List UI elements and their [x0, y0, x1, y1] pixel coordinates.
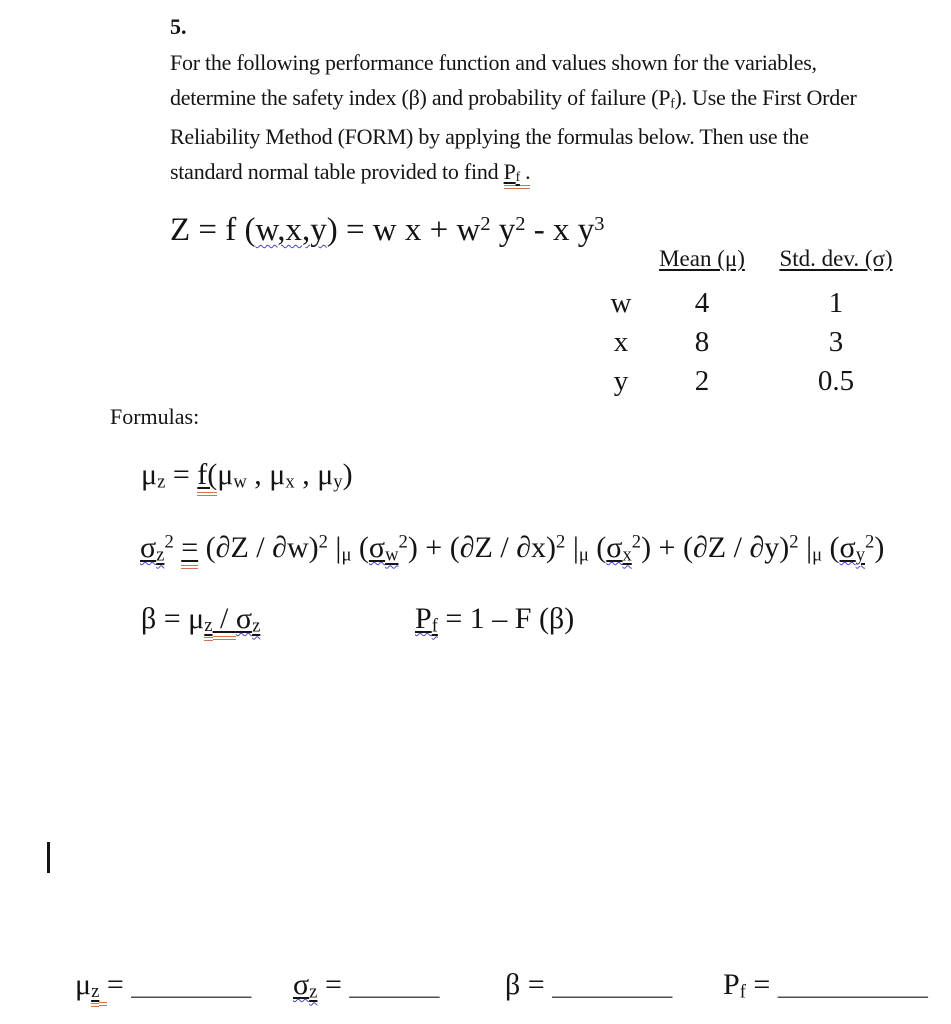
text-run — [622, 544, 631, 565]
text-run: ( — [588, 531, 607, 564]
formula-sigma-z-squared — [140, 531, 884, 566]
text-run: μ — [217, 458, 234, 491]
formula-probability-of-failure — [415, 602, 574, 637]
text-run — [252, 615, 260, 636]
text-run: , μ — [246, 458, 286, 491]
text-run: ________ — [552, 968, 673, 1001]
text-run: / — [213, 602, 236, 640]
text-run: 2 — [631, 531, 642, 553]
text-run: f — [739, 981, 746, 1003]
text-run: f — [670, 94, 675, 110]
text-run: = — [745, 968, 778, 1001]
text-run: σ — [140, 531, 157, 564]
text-run: ) + (∂Z / ∂x) — [407, 531, 557, 564]
text-run: z — [91, 981, 99, 1007]
std-dev-value: 3 — [828, 326, 844, 358]
table-header-row — [595, 246, 915, 287]
text-run: ) + (∂Z / ∂y) — [641, 531, 790, 564]
text-run — [606, 531, 622, 564]
mean-value: 8 — [694, 326, 710, 358]
col-header-std-dev: Std. dev. (σ) — [779, 246, 893, 271]
text-run — [369, 531, 385, 564]
text-run: determine the safety index (β) and probability of failure (P — [170, 84, 671, 110]
variable-name: w — [610, 287, 632, 319]
text-run: = — [165, 458, 198, 491]
text-run: β = μ — [141, 602, 205, 635]
text-run: z — [252, 615, 261, 637]
text-run: | — [327, 531, 342, 564]
variables-table — [595, 246, 915, 404]
text-run: y — [490, 212, 516, 248]
text-run — [256, 212, 327, 248]
text-run: Reliability Method (FORM) by applying the formulas below. Then use the — [170, 124, 809, 150]
text-run: ________ — [131, 968, 252, 1001]
text-run: P — [415, 602, 432, 635]
text-run: μ — [75, 968, 92, 1001]
text-run: | — [798, 531, 813, 564]
text-run: 2 — [398, 531, 408, 553]
text-run: f — [431, 615, 438, 637]
text-run: ( — [351, 531, 369, 564]
text-run — [415, 602, 432, 635]
text-run: μ — [578, 544, 589, 566]
statement-line — [170, 155, 857, 195]
text-run — [856, 544, 865, 565]
text-run: f( — [197, 458, 217, 496]
text-run: σ — [839, 531, 856, 564]
text-run: 2 — [515, 212, 526, 235]
text-run: y — [855, 544, 866, 566]
std-dev-value: 1 — [828, 287, 844, 319]
col-header-mean: Mean (μ) — [659, 246, 745, 271]
text-run: | — [565, 531, 579, 564]
text-run: (∂Z / ∂w) — [198, 531, 319, 564]
text-run: w — [385, 544, 399, 566]
text-run: = — [106, 968, 132, 1001]
text-run: ) = w x + w — [326, 212, 481, 248]
statement-line — [170, 120, 857, 155]
text-run: z — [157, 471, 166, 493]
text-run: x — [285, 471, 295, 493]
table-row — [595, 365, 915, 404]
text-run: w,x,y — [255, 212, 327, 248]
text-run: . — [520, 159, 531, 189]
text-run: = — [181, 531, 198, 569]
text-run — [236, 602, 252, 635]
text-run: μ — [141, 458, 158, 491]
performance-function-equation — [170, 212, 604, 249]
text-run: σ — [368, 531, 386, 564]
answer-blank-sigma-z[interactable] — [293, 968, 439, 1003]
text-run: - x y — [525, 212, 595, 248]
table-header-spacer — [595, 246, 647, 287]
variable-name: y — [613, 365, 629, 397]
formula-mu-z — [141, 458, 353, 493]
mean-value: 2 — [694, 365, 710, 397]
mean-value: 4 — [694, 287, 710, 319]
text-run: z — [156, 544, 165, 566]
statement-line — [170, 81, 857, 121]
text-run: 2 — [789, 531, 799, 553]
table-row — [595, 326, 915, 365]
text-run: σ — [606, 531, 623, 564]
text-run: For the following performance function and values shown for the variables, — [170, 50, 817, 75]
text-run: 2 — [318, 531, 328, 553]
text-run: σ — [235, 602, 253, 635]
text-run: ) — [342, 458, 353, 491]
text-run: σ — [293, 968, 310, 1001]
problem-number: 5. — [170, 14, 187, 39]
answer-blank-beta[interactable] — [505, 968, 672, 1002]
variable-name: x — [613, 326, 629, 358]
table-row — [595, 287, 915, 326]
text-run: β = — [505, 968, 553, 1001]
text-run: 2 — [164, 531, 174, 553]
answer-blank-pf[interactable] — [723, 968, 928, 1003]
text-run: 2 — [865, 531, 875, 553]
text-run: w — [233, 471, 247, 493]
text-run — [840, 531, 856, 564]
text-run — [140, 531, 156, 564]
statement-line — [170, 46, 857, 81]
text-run: , μ — [294, 458, 334, 491]
text-run: f — [516, 169, 520, 189]
text-run: z — [204, 615, 212, 641]
text-run: z — [309, 981, 318, 1003]
text-run: ( — [822, 531, 840, 564]
text-run: ______ — [349, 968, 440, 1001]
text-run — [99, 968, 107, 1006]
text-run: 2 — [480, 212, 491, 235]
text-run: standard normal table provided to find — [170, 158, 504, 184]
text-run: = 1 – F (β) — [437, 602, 575, 635]
text-run: Z = f ( — [170, 212, 256, 248]
text-run: P — [504, 159, 516, 189]
text-run — [385, 544, 398, 565]
text-run: = — [317, 968, 350, 1001]
text-run: 3 — [594, 212, 605, 235]
std-dev-value: 0.5 — [817, 365, 855, 397]
text-run: ). Use the First Order — [674, 84, 857, 110]
text-cursor — [47, 842, 50, 873]
text-run: y — [333, 471, 343, 493]
problem-statement — [170, 46, 857, 195]
text-run: 2 — [556, 531, 566, 553]
answer-blank-mu-z[interactable] — [75, 968, 251, 1003]
text-run: μ — [341, 544, 352, 566]
text-run: __________ — [777, 968, 928, 1001]
formulas-heading: Formulas: — [110, 404, 200, 429]
formula-beta — [141, 602, 260, 637]
text-run: ) — [874, 531, 885, 564]
text-run: μ — [812, 544, 823, 566]
text-run: x — [622, 544, 632, 566]
text-run — [293, 968, 309, 1001]
text-run: P — [723, 968, 740, 1001]
